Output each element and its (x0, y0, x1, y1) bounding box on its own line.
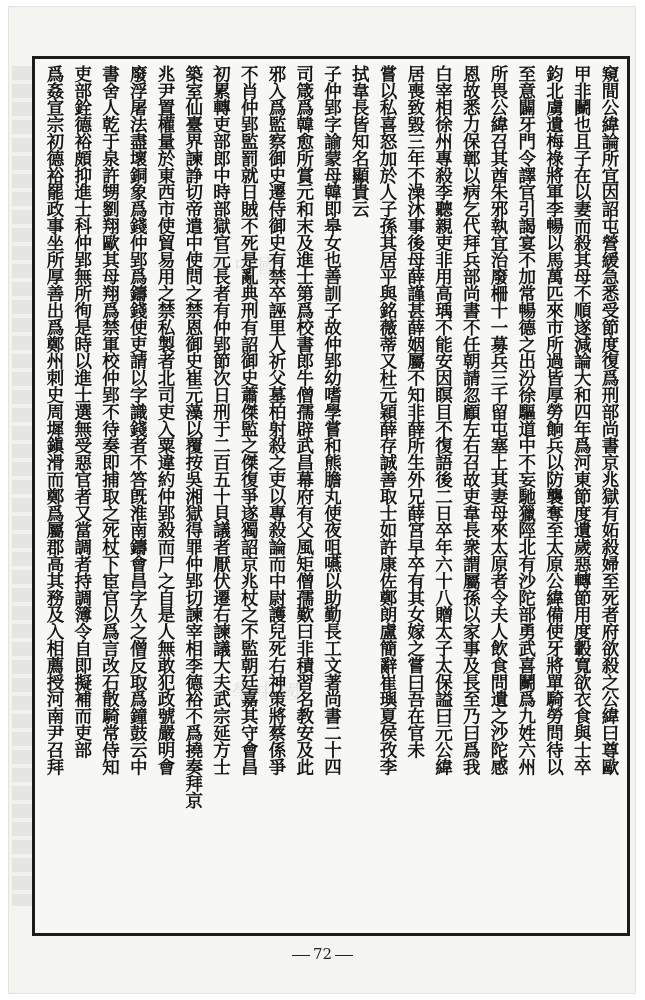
text-column: 白宰相徐州專殺李聽親吏非用高瑀不能安因瞑目不復語後二日卒年六十八贈太子太保謚曰元公緯 (432, 65, 453, 775)
text-column: 至意闢牙門令譯官引謁宴不加常暢德之出汾徐驅道中不妄馳獵陘北有沙陀部勇武喜鬭爲九姓六州 (515, 65, 536, 775)
text-column: 窺間公緯論所宜因詔屯營緩急悉受節度復爲刑部尚書京兆獄有妬殺婦至死者府欲殺之公緯曰尊歐 (599, 65, 619, 775)
text-column: 兆尹置權量於東西市使貿易用之禁私製者北司吏入粟違約仲郢殺而尸之自是人無敢犯政號嚴明會 (155, 65, 175, 775)
text-block-border (32, 56, 630, 936)
page-number (0, 945, 645, 963)
text-column: 所畏公緯召其酋朱邪執宜治廢柵十一募兵三千留屯塞上其妻母來太原者令夫人飲食問遺之沙陀感 (488, 65, 508, 775)
bleed-through-strip (12, 66, 32, 906)
text-column: 書舍人乾于泉許甥劉翔歐其母翔爲禁軍校仲郢不待奏即捕取之死杖下宦官以爲言改石散騎常侍知 (99, 65, 120, 775)
text-column: 甲非鬭也且子在以妻而殺其母不順遂減論大和四年爲河東節度遺歲惡轉節用度轂寬欲衣食與士卒 (571, 65, 592, 775)
page-number-text: 72 (312, 945, 333, 963)
text-column: 爲姦宣宗初德裕罷政事坐所厚善出爲鄭州刺史周墀鎭滑而鄭爲屬郡高其務及入相薦授河南尹召拜 (44, 65, 64, 775)
text-column: 子仲郢字諭蒙母韓即皋女也善訓子故仲郢幼嗜學嘗和熊膽丸使夜咀嚥以助勤長工文著尚書二十四 (321, 65, 342, 775)
text-column: 吏部銓德裕頗抑進士科仲郢無所徇是時以進士選無受惡官者又當調者持調簿令自即擬補而吏部 (71, 65, 92, 758)
text-column: 築室仙臺界諫諍切帝遣中使問之禁恩御史崔元藻以覆按吳湘獄得罪仲郢切諫宰相李德裕不爲撓奏拜京 (182, 65, 203, 809)
text-column: 不肖仲郢監罰就日賊不死是亂典刑有詔御史蕭傑監之傑復爭遂獨詔京兆杖之不監朝廷嘉其守會昌 (238, 65, 259, 775)
vertical-text-columns (43, 65, 619, 927)
text-column: 廢浮屠法盡壞銅象爲錢仲郢爲鑄錢使吏請以字識錢者不答旣淮南鑄會昌字久之僧反取爲鐘鼓云中 (127, 65, 148, 775)
text-column: 嘗以私喜怒加於人子孫其居平與銘薇蒂又杜元穎薛存誠善取士如許康佐鄭朗盧簡辭崔璵夏侯孜李 (377, 65, 397, 775)
text-column: 居喪致毀三年不澡沐事後母薛謹甚薛姻屬不知非薛所生外兄薛宮早卒有其女嫁之嘗曰吾在官未 (404, 65, 425, 758)
text-column: 初累轉吏部郎中時部獄官元長者有仲郢節次日刑于二百五十貝議者厭伏遷右諫議大夫武宗延方士 (210, 65, 231, 775)
text-column: 邪入爲監察御史遷侍御史有禁卒誣里人祈父墓柏射殺之吏以專殺論而中尉護兒死右神策將蔡係爭 (266, 65, 286, 775)
text-column: 鈞北虜遺梅祿將軍李暢以馬萬匹來市所過皆厚勞餉兵以防襲奪至太原公緯備使牙將單騎勞問待以 (543, 65, 564, 775)
text-column: 拭韋長皆知名顯貴云 (349, 65, 370, 218)
text-column: 恩故悉力保鄣以病乞代拜兵部尚書不任朝請忽顧左右召故吏韋長衆謂屬孫以家事及長至乃曰爲我 (460, 65, 481, 775)
text-column: 司箴爲韓愈所賞元和末及進士第爲校書郎牛僧孺辟武昌幕府有父風矩僧孺歎曰非積習名教安及此 (293, 65, 314, 775)
